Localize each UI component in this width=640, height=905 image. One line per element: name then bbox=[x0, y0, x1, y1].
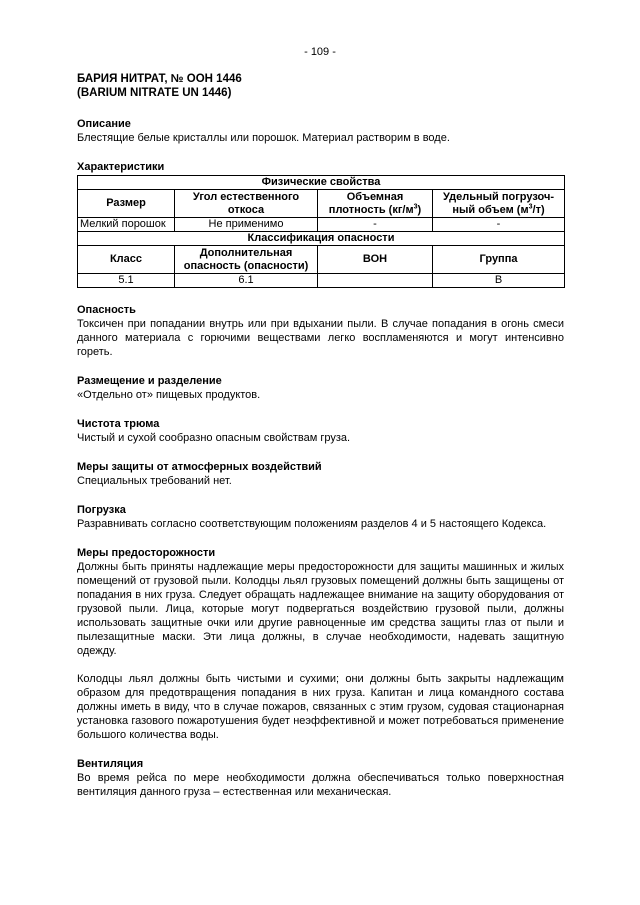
section-characteristics bbox=[77, 160, 564, 288]
ventilation-text: Во время рейса по мере необходимости должна обеспечиваться только поверхностная вентиляция данного груза – естественная или механическая. bbox=[77, 772, 564, 798]
value-group: B bbox=[433, 274, 565, 288]
stowage-text: «Отдельно от» пищевых продуктов. bbox=[77, 389, 261, 401]
col-bulk-density: Объемная плотность $(кг/м^3)$ bbox=[318, 190, 433, 218]
col-size: Размер bbox=[78, 190, 175, 218]
value-stowage: - bbox=[433, 218, 565, 232]
value-mhb bbox=[318, 274, 433, 288]
col-class: Класс bbox=[78, 246, 175, 274]
stowage-heading: Размещение и разделение bbox=[77, 375, 222, 387]
col-mhb: ВОН bbox=[318, 246, 433, 274]
hold-text: Чистый и сухой сообразно опасным свойствам груза. bbox=[77, 432, 351, 444]
title-line-2: (BARIUM NITRATE UN 1446) bbox=[77, 87, 232, 99]
loading-heading: Погрузка bbox=[77, 504, 126, 516]
section-description bbox=[77, 117, 564, 145]
properties-table bbox=[77, 175, 565, 288]
description-heading: Описание bbox=[77, 118, 131, 130]
precautions-text-2: Колодцы льял должны быть чистыми и сухими; они должны быть закрыты надлежащим образом для предотвращения попадания в них груза. Капитан и лица командного состава должны иметь в виду, что в случае пожаров, связанных с этим грузом, судовая стационарная установка газового пожаротушения будет неэффективной и может потребоваться применение большого количества воды. bbox=[77, 673, 564, 741]
col-subsidiary-risk: Дополнительная опасность (опасности) bbox=[175, 246, 318, 274]
weather-heading: Меры защиты от атмосферных воздействий bbox=[77, 461, 322, 473]
hazard-classification-header: Классификация опасности bbox=[78, 232, 565, 246]
title-line-1: БАРИЯ НИТРАТ, № ООН 1446 bbox=[77, 73, 242, 85]
section-loading bbox=[77, 503, 564, 531]
value-density: - bbox=[318, 218, 433, 232]
value-class: 5.1 bbox=[78, 274, 175, 288]
hazard-text: Токсичен при попадании внутрь или при вдыхании пыли. В случае попадания в огонь смеси данного материала с горючими веществами легко воспламеняются и могут интенсивно гореть. bbox=[77, 318, 564, 358]
hold-heading: Чистота трюма bbox=[77, 418, 160, 430]
description-text: Блестящие белые кристаллы или порошок. Материал растворим в воде. bbox=[77, 132, 450, 144]
value-size: Мелкий порошок bbox=[78, 218, 175, 232]
characteristics-heading: Характеристики bbox=[77, 161, 165, 173]
page-number: - 109 - bbox=[304, 46, 336, 58]
col-group: Группа bbox=[433, 246, 565, 274]
loading-text: Разравнивать согласно соответствующим положениям разделов 4 и 5 настоящего Кодекса. bbox=[77, 518, 547, 530]
ventilation-heading: Вентиляция bbox=[77, 758, 144, 770]
precautions-heading: Меры предосторожности bbox=[77, 547, 216, 559]
section-stowage bbox=[77, 374, 564, 402]
hazard-heading: Опасность bbox=[77, 304, 136, 316]
section-hold-cleanliness bbox=[77, 417, 564, 445]
col-stowage-factor: Удельный погрузочный объем $(м^3/т)$ bbox=[433, 190, 565, 218]
section-hazard bbox=[77, 303, 564, 359]
value-subsidiary: 6.1 bbox=[175, 274, 318, 288]
physical-properties-header: Физические свойства bbox=[78, 176, 565, 190]
document-body bbox=[77, 72, 564, 799]
section-ventilation bbox=[77, 757, 564, 799]
section-precautions bbox=[77, 546, 564, 742]
value-angle: Не применимо bbox=[175, 218, 318, 232]
weather-text: Специальных требований нет. bbox=[77, 475, 232, 487]
col-angle-of-repose: Угол естественного откоса bbox=[175, 190, 318, 218]
section-weather bbox=[77, 460, 564, 488]
precautions-text-1: Должны быть приняты надлежащие меры предосторожности для защиты машинных и жилых помещений от грузовой пыли. Колодцы льял грузовых помещений должны быть защищены от попадания в них груза. Следует обращать надлежащее внимание на защиту оборудования от грузовой пыли. Лица, которые могут подвергаться воздействию грузовой пыли, должны использовать защитные очки или другие равноценные им средства защиты глаз от пыли и пылезащитные маски. Эти лица должны, в случае необходимости, надевать защитную одежду. bbox=[77, 561, 564, 657]
